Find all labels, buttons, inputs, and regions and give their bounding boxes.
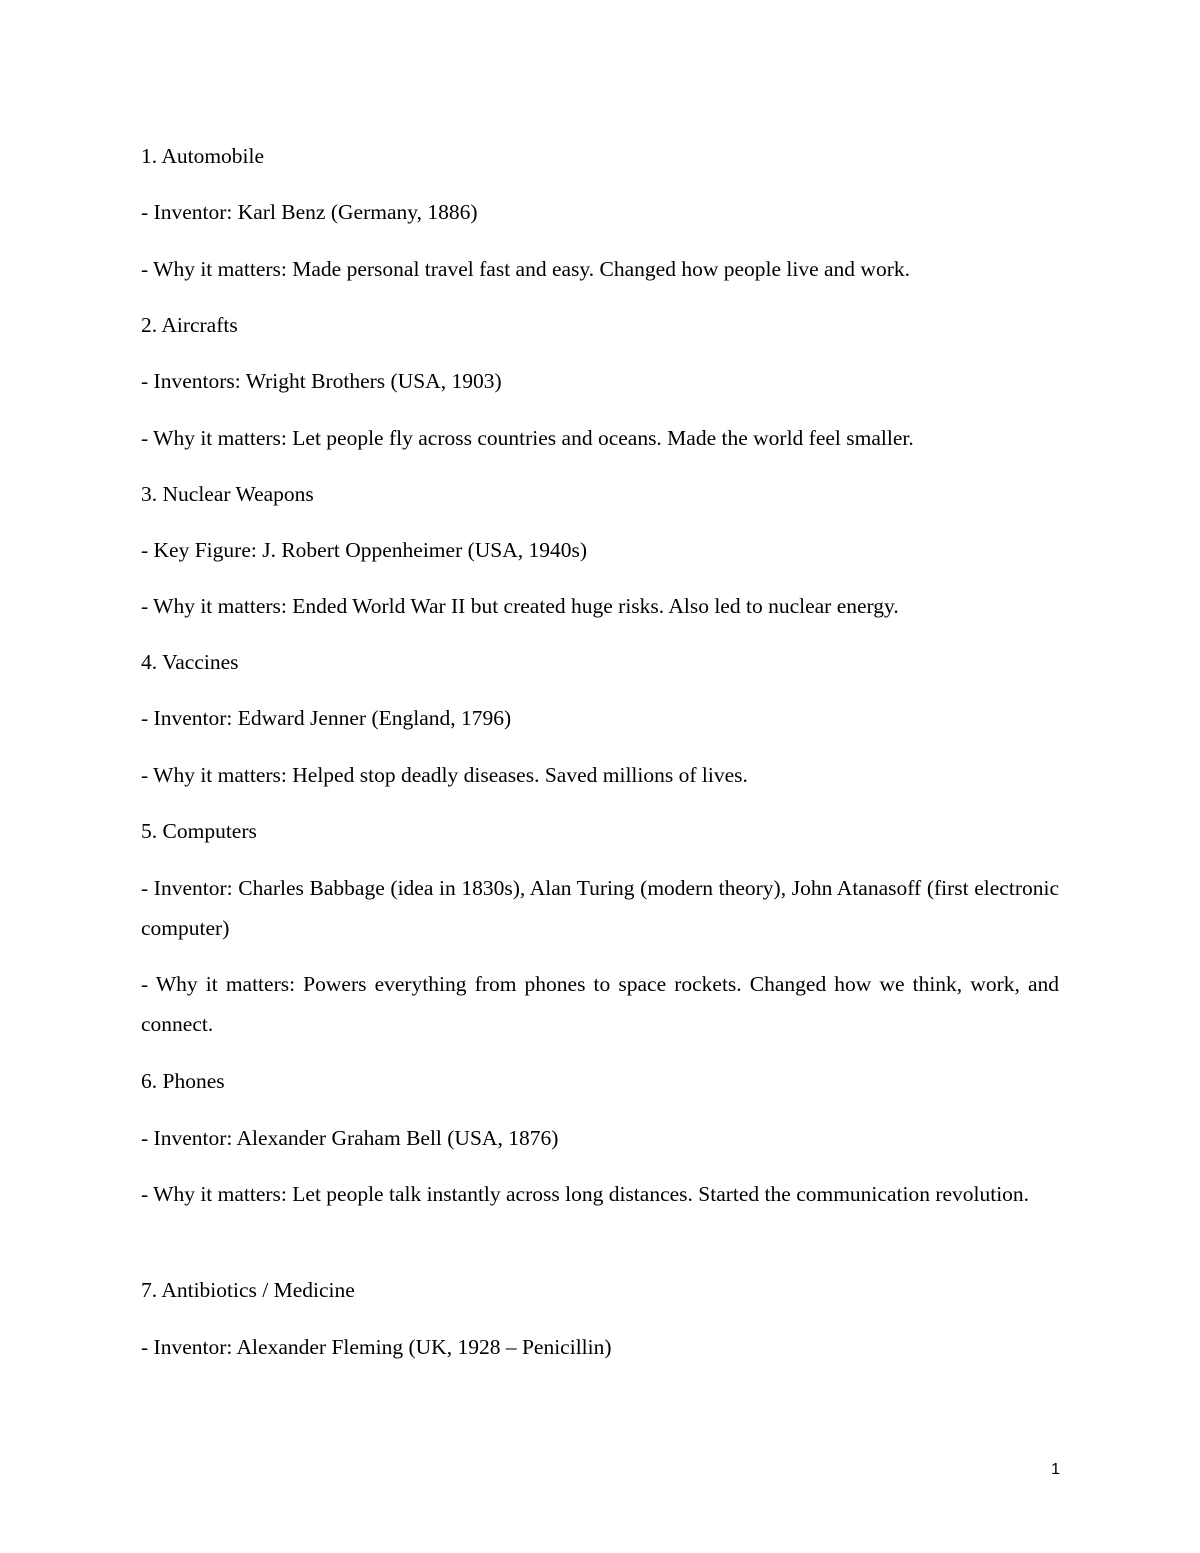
item-1-why: - Why it matters: Made personal travel fast and easy. Changed how people live and work. — [141, 257, 910, 281]
page-number: 1 — [1051, 1461, 1060, 1478]
item-3-why: - Why it matters: Ended World War II but created huge risks. Also led to nuclear energy. — [141, 594, 899, 618]
item-4-why: - Why it matters: Helped stop deadly diseases. Saved millions of lives. — [141, 763, 748, 787]
item-3-heading: 3. Nuclear Weapons — [141, 482, 314, 506]
item-5-heading: 5. Computers — [141, 819, 257, 843]
item-7-heading: 7. Antibiotics / Medicine — [141, 1278, 355, 1302]
item-7-inventor: - Inventor: Alexander Fleming (UK, 1928 – Penicillin) — [141, 1335, 612, 1359]
item-6-heading: 6. Phones — [141, 1069, 225, 1093]
item-2-why: - Why it matters: Let people fly across countries and oceans. Made the world feel smaller. — [141, 426, 914, 450]
item-6-why: - Why it matters: Let people talk instantly across long distances. Started the communication revolution. — [141, 1182, 1030, 1206]
item-5-why: - Why it matters: Powers everything from phones to space rockets. Changed how we think, work, and connect. — [141, 972, 1059, 1036]
item-3-inventor: - Key Figure: J. Robert Oppenheimer (USA, 1940s) — [141, 538, 588, 562]
item-2-inventor: - Inventors: Wright Brothers (USA, 1903) — [141, 369, 502, 393]
item-4-inventor: - Inventor: Edward Jenner (England, 1796) — [141, 706, 512, 730]
item-5-inventor: - Inventor: Charles Babbage (idea in 1830s), Alan Turing (modern theory), John Atanasoff (first electronic computer) — [141, 876, 1059, 940]
item-6-inventor: - Inventor: Alexander Graham Bell (USA, 1876) — [141, 1126, 559, 1150]
item-4-heading: 4. Vaccines — [141, 650, 239, 674]
item-1-heading: 1. Automobile — [141, 144, 265, 168]
item-1-inventor: - Inventor: Karl Benz (Germany, 1886) — [141, 200, 478, 224]
item-2-heading: 2. Aircrafts — [141, 313, 238, 337]
